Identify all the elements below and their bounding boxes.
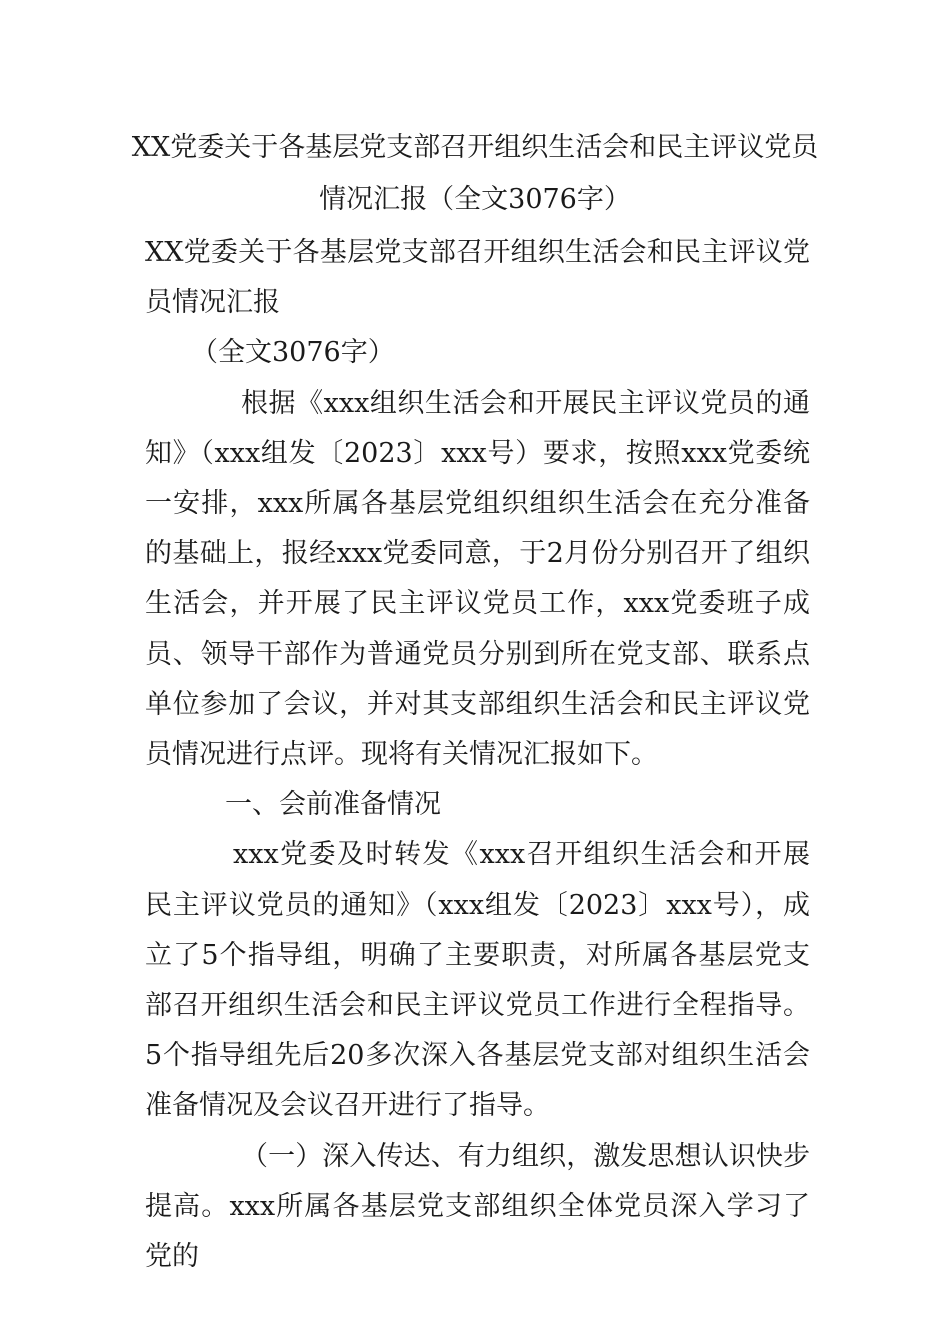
- subsection-1-paragraph: （一）深入传达、有力组织，激发思想认识快步提高。xxx所属各基层党支部组织全体党员深入学习了党的: [145, 1140, 810, 1273]
- section-1-paragraph: xxx党委及时转发《xxx召开组织生活会和开展民主评议党员的通知》（xxx组发〔2023〕xxx号），成立了5个指导组，明确了主要职责，对所属各基层党支部召开组织生活会和民主评议党员工作进行全程指导。5个指导组先后20多次深入各基层党支部对组织生活会准备情况及会议召开进行了指导。: [145, 839, 810, 1122]
- intro-paragraph: 根据《xxx组织生活会和开展民主评议党员的通知》（xxx组发〔2023〕xxx号）要求，按照xxx党委统一安排，xxx所属各基层党组织组织生活会在充分准备的基础上，报经xxx党委同意，于2月份分别召开了组织生活会，并开展了民主评议党员工作，xxx党委班子成员、领导干部作为普通党员分别到所在党支部、联系点单位参加了会议，并对其支部组织生活会和民主评议党员情况进行点评。现将有关情况汇报如下。: [145, 387, 810, 771]
- document-title-line-1: XX党委关于各基层党支部召开组织生活会和民主评议党员: [131, 132, 819, 163]
- section-heading-1: 一、会前准备情况: [225, 789, 441, 821]
- document-body: [145, 228, 810, 1282]
- word-count-note: （全文3076字）: [191, 337, 395, 369]
- document-title-line-2: 情况汇报（全文3076字）: [319, 184, 631, 215]
- document-heading: XX党委关于各基层党支部召开组织生活会和民主评议党员情况汇报: [145, 237, 810, 319]
